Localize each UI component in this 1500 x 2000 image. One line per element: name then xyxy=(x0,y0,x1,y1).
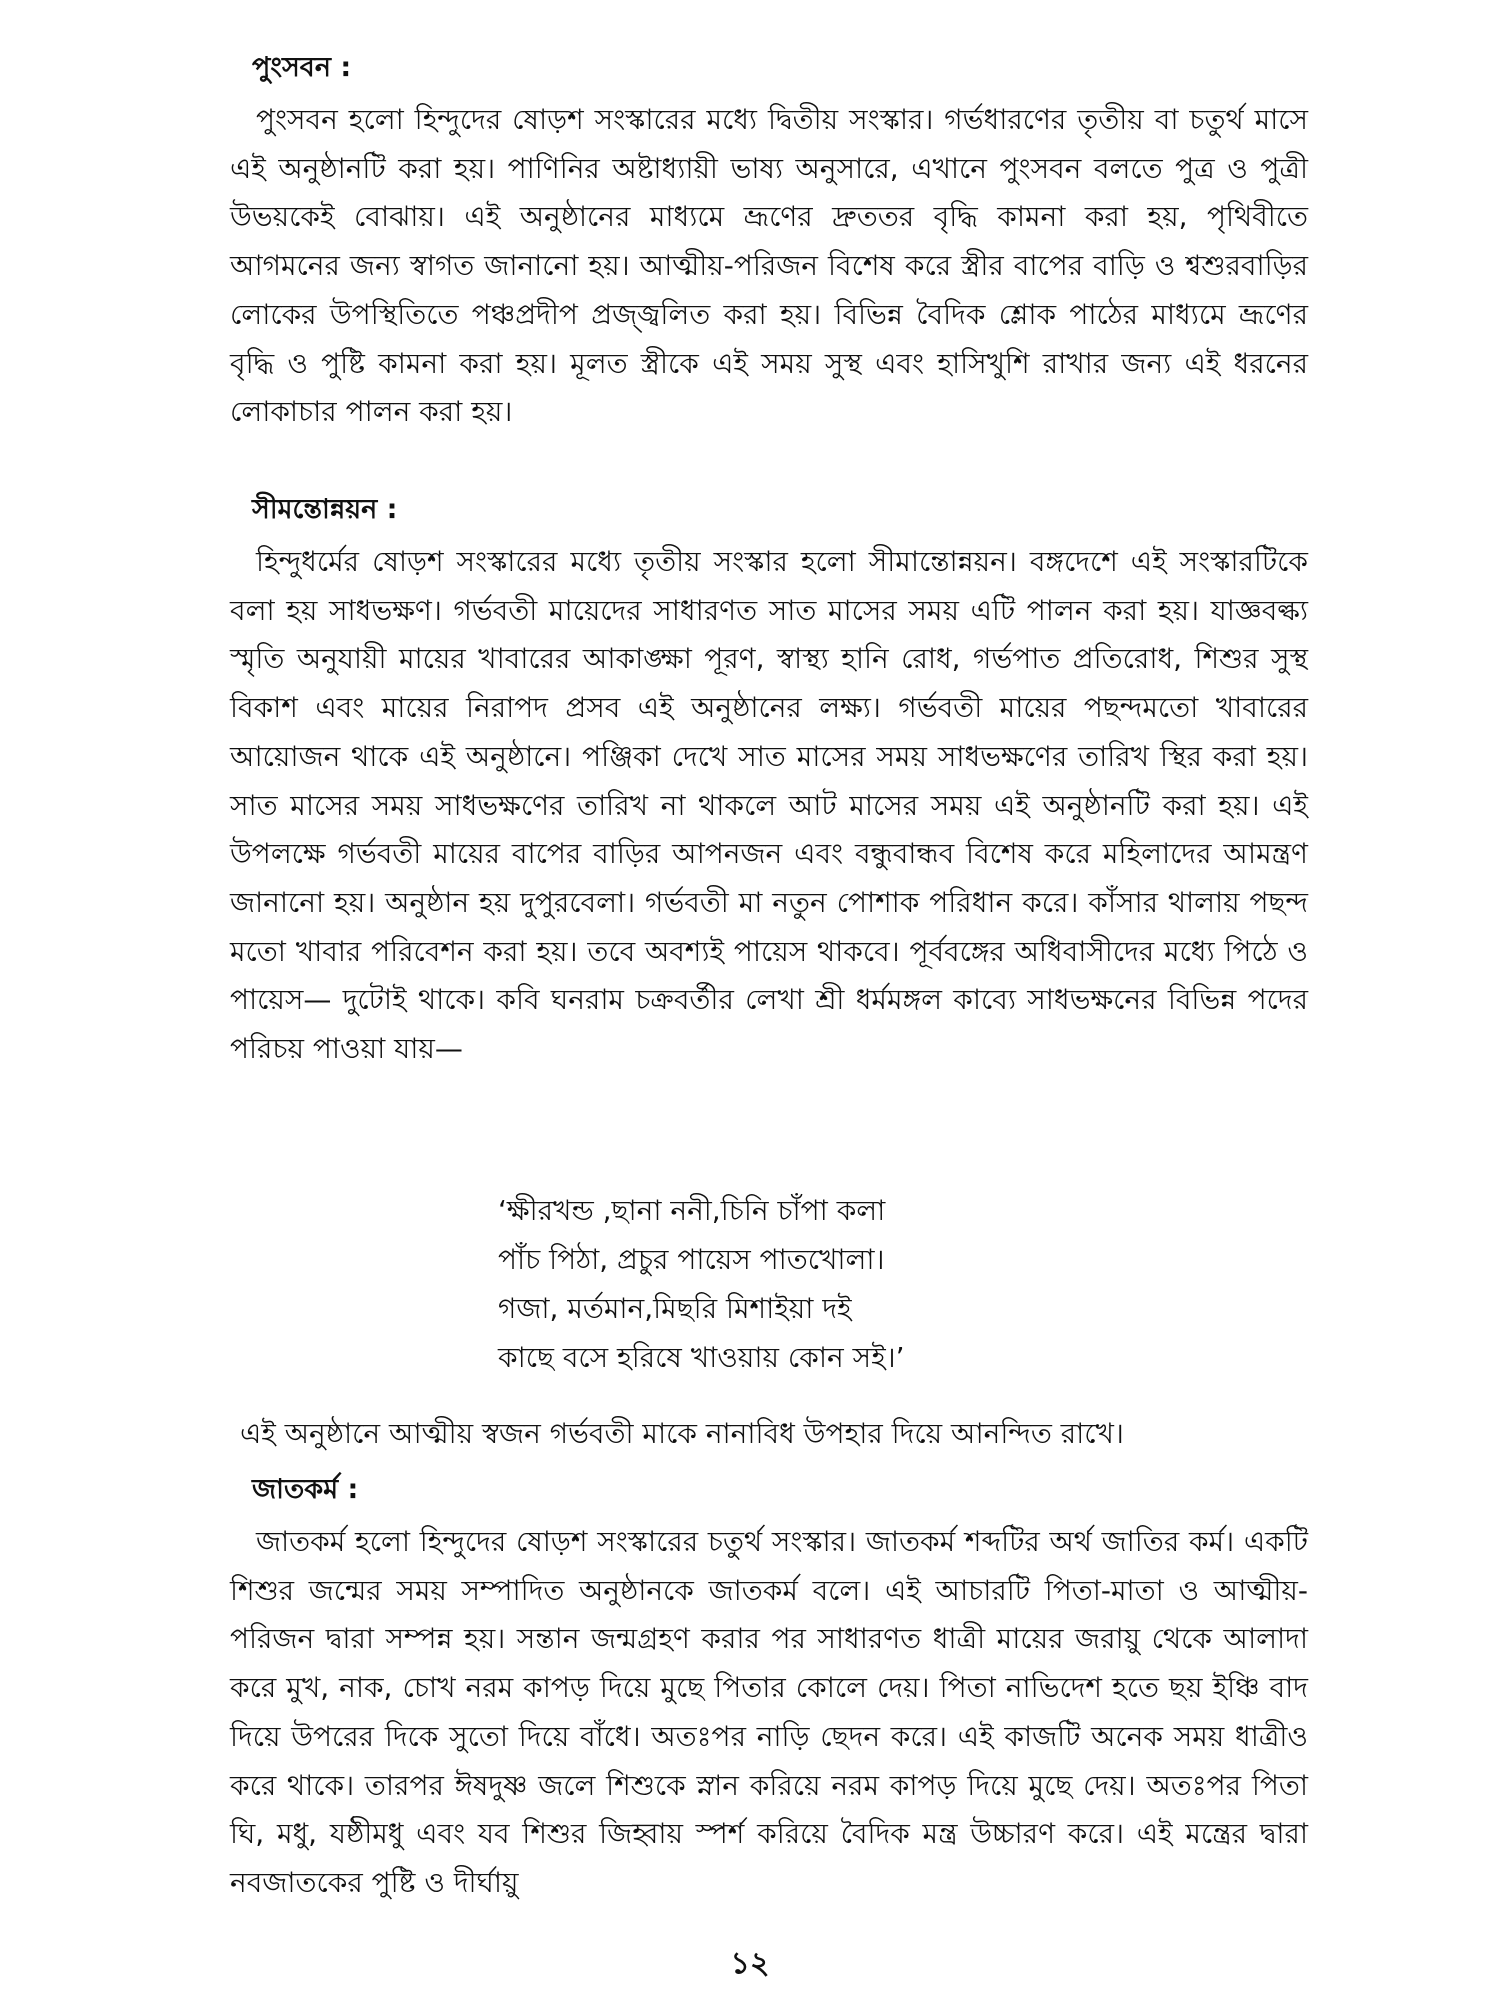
poem-line: ‘ক্ষীরখন্ড ,ছানা ননী,চিনি চাঁপা কলা xyxy=(498,1194,886,1227)
section-paragraph-jatakarma: জাতকর্ম হলো হিন্দুদের ষোড়শ সংস্কারের চতুর্থ সংস্কার। জাতকর্ম শব্দটির অর্থ জাতির কর্ম। একটি শিশুর জন্মের সময় সম্পাদিত অনুষ্ঠানকে জাতকর্ম বলে। এই আচারটি পিতা-মাতা ও আত্মীয়-পরিজন দ্বারা সম্পন্ন হয়। সন্তান জন্মগ্রহণ করার পর সাধারণত ধাত্রী মায়ের জরায়ু থেকে আলাদা করে মুখ, নাক, চোখ নরম কাপড় দিয়ে মুছে পিতার কোলে দেয়। পিতা নাভিদেশ হতে ছয় ইঞ্চি বাদ দিয়ে উপরের দিকে সুতো দিয়ে বাঁধে। অতঃপর নাড়ি ছেদন করে। এই কাজটি অনেক সময় ধাত্রীও করে থাকে। তারপর ঈষদুষ্ণ জলে শিশুকে স্নান করিয়ে নরম কাপড় দিয়ে মুছে দেয়। অতঃপর পিতা ঘি, মধু, যষ্ঠীমধু এবং যব শিশুর জিহ্বায় স্পর্শ করিয়ে বৈদিক মন্ত্র উচ্চারণ করে। এই মন্ত্রের দ্বারা নবজাতকের পুষ্টি ও দীর্ঘায়ু xyxy=(230,1525,1308,1899)
section-heading-jatakarma: জাতকর্ম : xyxy=(252,1474,359,1505)
section-heading-pungsaban: পুংসবন : xyxy=(252,52,352,83)
section-heading-simantonnayan: সীমন্তোন্নয়ন : xyxy=(252,494,398,525)
poem-line: কাছে বসে হরিষে খাওয়ায় কোন সই।’ xyxy=(498,1341,905,1374)
section-paragraph-pungsaban: পুংসবন হলো হিন্দুদের ষোড়শ সংস্কারের মধ্যে দ্বিতীয় সংস্কার। গর্ভধারণের তৃতীয় বা চতুর্থ মাসে এই অনুষ্ঠানটি করা হয়। পাণিনির অষ্টাধ্যায়ী ভাষ্য অনুসারে, এখানে পুংসবন বলতে পুত্র ও পুত্রী উভয়কেই বোঝায়। এই অনুষ্ঠানের মাধ্যমে ভ্রূণের দ্রুততর বৃদ্ধি কামনা করা হয়, পৃথিবীতে আগমনের জন্য স্বাগত জানানো হয়। আত্মীয়-পরিজন বিশেষ করে স্ত্রীর বাপের বাড়ি ও শ্বশুরবাড়ির লোকের উপস্থিতিতে পঞ্চপ্রদীপ প্রজ্জ্বলিত করা হয়। বিভিন্ন বৈদিক শ্লোক পাঠের মাধ্যমে ভ্রূণের বৃদ্ধি ও পুষ্টি কামনা করা হয়। মূলত স্ত্রীকে এই সময় সুস্থ এবং হাসিখুশি রাখার জন্য এই ধরনের লোকাচার পালন করা হয়। xyxy=(230,103,1308,429)
section-paragraph-simantonnayan: হিন্দুধর্মের ষোড়শ সংস্কারের মধ্যে তৃতীয় সংস্কার হলো সীমান্তোন্নয়ন। বঙ্গদেশে এই সংস্কারটিকে বলা হয় সাধভক্ষণ। গর্ভবতী মায়েদের সাধারণত সাত মাসের সময় এটি পালন করা হয়। যাজ্ঞবল্ক্য স্মৃতি অনুযায়ী মায়ের খাবারের আকাঙ্ক্ষা পূরণ, স্বাস্থ্য হানি রোধ, গর্ভপাত প্রতিরোধ, শিশুর সুস্থ বিকাশ এবং মায়ের নিরাপদ প্রসব এই অনুষ্ঠানের লক্ষ্য। গর্ভবতী মায়ের পছন্দমতো খাবারের আয়োজন থাকে এই অনুষ্ঠানে। পঞ্জিকা দেখে সাত মাসের সময় সাধভক্ষণের তারিখ স্থির করা হয়। সাত মাসের সময় সাধভক্ষণের তারিখ না থাকলে আট মাসের সময় এই অনুষ্ঠানটি করা হয়। এই উপলক্ষে গর্ভবতী মায়ের বাপের বাড়ির আপনজন এবং বন্ধুবান্ধব বিশেষ করে মহিলাদের আমন্ত্রণ জানানো হয়। অনুষ্ঠান হয় দুপুরবেলা। গর্ভবতী মা নতুন পোশাক পরিধান করে। কাঁসার থালায় পছন্দ মতো খাবার পরিবেশন করা হয়। তবে অবশ্যই পায়েস থাকবে। পূর্ববঙ্গের অধিবাসীদের মধ্যে পিঠে ও পায়েস— দুটোই থাকে। কবি ঘনরাম চক্রবর্তীর লেখা শ্রী ধর্মমঙ্গল কাব্যে সাধভক্ষনের বিভিন্ন পদের পরিচয় পাওয়া যায়— xyxy=(230,545,1308,1066)
page-number: ১২ xyxy=(730,1946,770,1981)
poem-line: পাঁচ পিঠা, প্রচুর পায়েস পাতখোলা। xyxy=(498,1243,885,1276)
poem-block xyxy=(498,1186,1258,1382)
closing-line: এই অনুষ্ঠানে আত্মীয় স্বজন গর্ভবতী মাকে নানাবিধ উপহার দিয়ে আনন্দিত রাখে। xyxy=(240,1417,1124,1450)
poem-line: গজা, মর্তমান,মিছরি মিশাইয়া দই xyxy=(498,1292,852,1325)
